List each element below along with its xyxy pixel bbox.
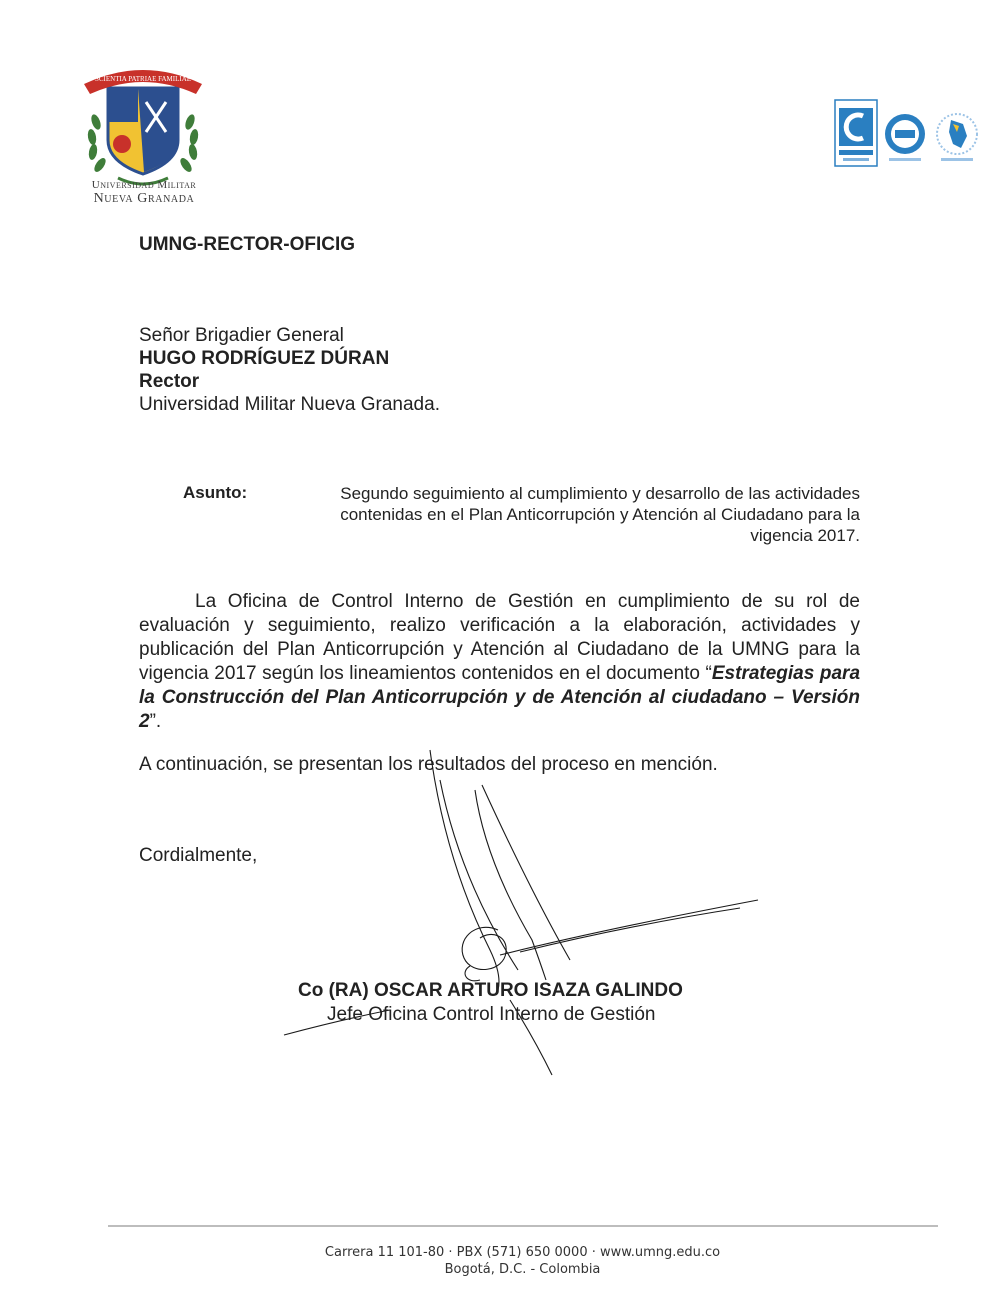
recipient-block xyxy=(139,324,440,416)
crest-ribbon-text: SCIENTIA PATRIAE FAMILIAE xyxy=(94,75,192,83)
recipient-institution: Universidad Militar Nueva Granada. xyxy=(139,394,440,415)
body-paragraph xyxy=(139,590,860,734)
footer-address: Carrera 11 101-80 · PBX (571) 650 0000 · www.umng.edu.co xyxy=(324,1245,721,1260)
iqnet-certification-icon xyxy=(885,114,925,161)
footer-divider xyxy=(108,1225,938,1227)
colombia-map-icon xyxy=(937,114,977,161)
footer-contact xyxy=(0,1244,1000,1278)
body-paragraph-intro: La Oficina de Control Interno de Gestión en cumplimiento de su rol de evaluación y seguimiento, realizo verificación a la elaboración, actividades y publicación del Plan Anticorrupción y Atención al Ciudadano de la UMNG para la vigencia 2017 según los lineamientos contenidos en el documento “ xyxy=(139,591,860,684)
continuation-sentence: A continuación, se presentan los resultados del proceso en mención. xyxy=(139,754,718,775)
recipient-name: HUGO RODRÍGUEZ DÚRAN xyxy=(139,348,390,369)
university-name xyxy=(64,180,224,206)
signer-name: Co (RA) OSCAR ARTURO ISAZA GALINDO xyxy=(298,980,683,1001)
footer-city: Bogotá, D.C. - Colombia xyxy=(444,1262,601,1277)
referenced-document-title: Estrategias para la Construcción del Plan Anticorrupción y de Atención al ciudadano – Versión 2 xyxy=(139,663,861,732)
university-name-line2: Nueva Granada xyxy=(93,190,195,206)
subject-label: Asunto: xyxy=(183,483,248,502)
body-paragraph-end: ”. xyxy=(149,711,162,732)
certification-logos xyxy=(833,98,983,182)
subject-text: Segundo seguimiento al cumplimiento y desarrollo de las actividades contenidas en el Plan Anticorrupción y Atención al Ciudadano para la vigencia 2017. xyxy=(340,484,860,545)
handwritten-signature xyxy=(270,740,770,1090)
closing-salutation: Cordialmente, xyxy=(139,845,258,866)
reference-code: UMNG-RECTOR-OFICIG xyxy=(139,234,356,255)
icontec-certification-icon xyxy=(835,100,877,166)
recipient-position: Rector xyxy=(139,371,200,392)
signer-title: Jefe Oficina Control Interno de Gestión xyxy=(327,1004,656,1025)
recipient-salutation: Señor Brigadier General xyxy=(139,325,344,346)
university-name-line1: Universidad Militar xyxy=(91,179,197,191)
